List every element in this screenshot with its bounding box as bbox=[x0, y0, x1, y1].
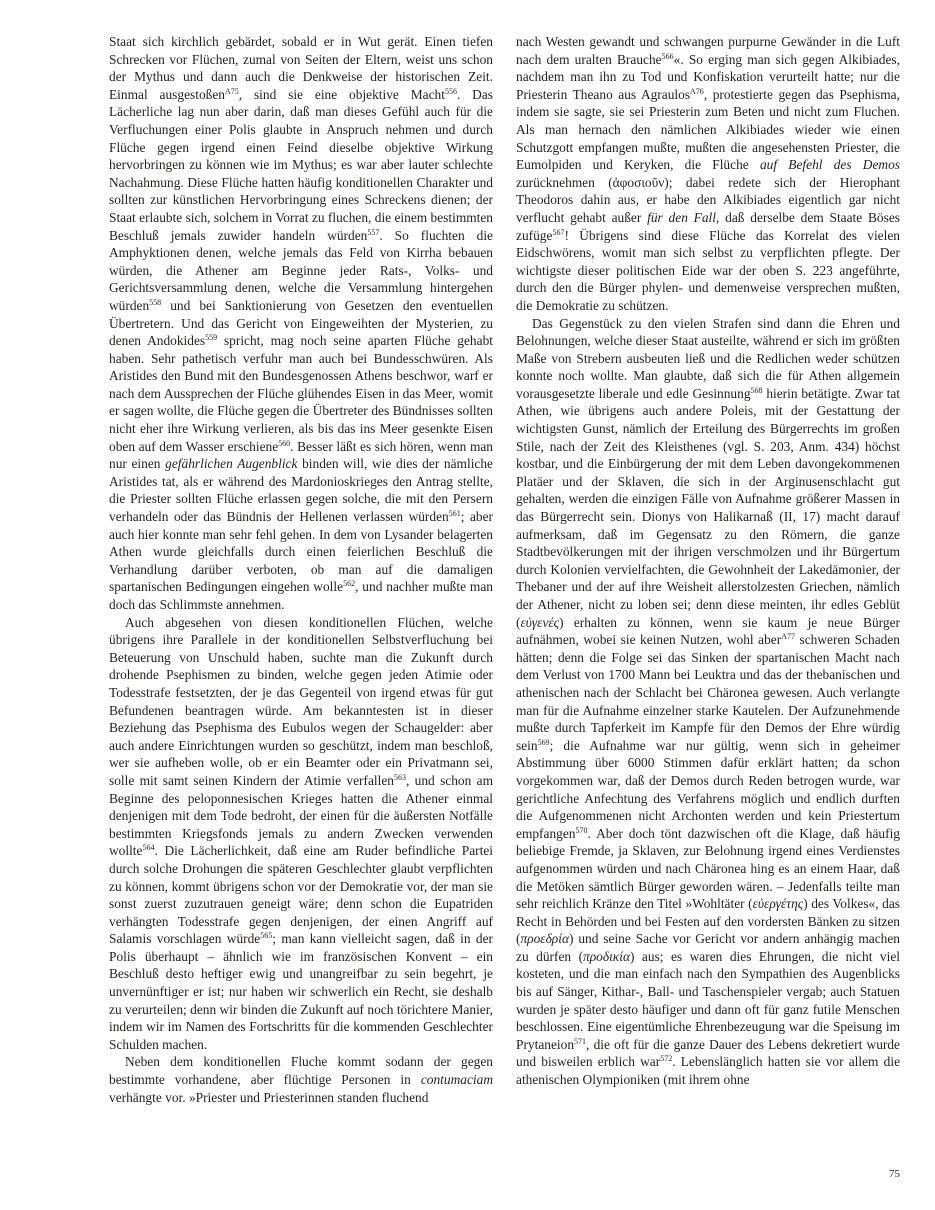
text-run: . Die Lächerlichkeit, daß eine am Ruder befindliche Partei durch solche Drohungen die späteren Geschlechter glaubt verpflichten zu können, kommt übrigens schon vor der Demokratie vor, der man sie sonst zuerst zuzutrauen geneigt wäre; denn schon die Eupatriden verhängten Todesstrafe gegen denjenigen, der einen Angriff auf Salamis vorschlagen würde bbox=[109, 843, 493, 947]
footnote-ref: 568 bbox=[750, 385, 763, 395]
text-run: Neben dem konditionellen Fluche kommt sodann der gegen bestimmte vorhandene, aber flüchtige Personen in bbox=[109, 1054, 493, 1088]
text-run: hierin betätigte. Zwar tat Athen, wie übrigens auch andere Poleis, mit der Gestattung der wichtigsten Gunst, nämlich der Erteilung des Bürgerrechts im großen Stile, nach der Zeit des Kleisthenes (vgl. S. 203, Anm. 434) höchst kostbar, und die Einbürgerung der mit dem Leben davongekommenen Platäer und der Sklaven, die sich in der Arginusenschlacht gut gehalten, werden die einzigen Fälle von Aufnahme größerer Massen in das Bürgerrecht sein. Dionys von Halikarnaß (II, 17) macht darauf aufmerksam, daß im Gegensatz zu den Römern, die ganze Stadtbevölkerungen mit der ihrigen verschmolzen und ihr Bürgertum durch Kolonien vervielfachten, die Gewohnheit der Lakedämonier, der Thebaner und der auf ihre Weisheit allerstolzesten Griechen, nämlich der Athener, nicht zu loben sei; denn diese meinten, ihr edles Geblüt ( bbox=[516, 385, 900, 630]
footnote-ref: 569 bbox=[537, 737, 550, 747]
footnote-ref: 571 bbox=[574, 1036, 587, 1046]
footnote-ref: 559 bbox=[205, 333, 218, 343]
text-run: , die oft für die ganze Dauer des Lebens dekretiert wurde und bisweilen erblich war bbox=[516, 1036, 900, 1070]
italic-text: προεδρία bbox=[520, 931, 569, 947]
text-run: Staat sich kirchlich gebärdet, sobald er in Wut gerät. Einen tiefen Schrecken vor Flüchen, zumal von Seiten der Eltern, weist uns schon der Mythus und dann auch die Denkweise der historischen Zeit. Einmal ausgestoßen bbox=[109, 34, 493, 102]
text-run: ) des Volkes«, das Recht in Behörden und bei Festen auf den vordersten Bänken zu sitzen ( bbox=[516, 896, 900, 947]
text-run: . Das Lächerliche lag nun aber darin, daß man dieses Gefühl auch für die Verfluchungen einer Polis glaubte in Anspruch nehmen und durch Flüche gegen irgend einen Feind dieselbe objektive Wirkung hervorbringen zu können wie im Mythus; es war aber lauter schlechte Nachahmung. Diese Flüche hatten häufig konditionellen Charakter und sollten zur künstlichen Hervorbringung eines Schreckens dienen; der Staat erlaubte sich, solchem in Vorrat zu fluchen, die einem bestimmten Beschluß jemals zuwider handeln würden bbox=[109, 86, 494, 243]
italic-text: gefährlichen Augenblick bbox=[165, 456, 298, 472]
text-run: zurücknehmen (ἀφοσιοῦν); dabei redete sich der Hierophant Theodoros dahin aus, er habe den Alkibiades eigentlich gar nicht verflucht gehabt außer bbox=[516, 174, 900, 225]
paragraph bbox=[109, 1053, 493, 1106]
text-run: ; aber auch hier konnte man sehr fehl gehen. In dem von Lysander belagerten Athen wurde gleichfalls durch einen feierlichen Beschluß die Verhandlung darüber verboten, ob man auf die damaligen spartanischen Bedingungen eingehen wolle bbox=[109, 509, 494, 595]
text-run: verhängte vor. »Priester und Priesterinnen standen fluchend bbox=[109, 1089, 429, 1105]
right-column bbox=[516, 33, 900, 1089]
footnote-ref: A77 bbox=[781, 632, 795, 642]
page-number: 75 bbox=[889, 1168, 900, 1180]
paragraph bbox=[516, 33, 900, 315]
text-run: , und schon am Beginne des peloponnesischen Krieges hatten die Athener einmal denjenigen mit dem Tode bedroht, der einen für die äußersten Notfälle bestimmten Kriegsfonds jemals zu andern Zwecken verwenden wollte bbox=[109, 772, 493, 859]
footnote-ref: 564 bbox=[142, 843, 155, 853]
text-run: Das Gegenstück zu den vielen Strafen sind dann die Ehren und Belohnungen, welche dieser Staat austeilte, während er sich im größten Maße von Strebern ausbeuten ließ und die Redlichen weder schützen konnte noch wollte. Man glaubte, daß sich die für Athen allgemein vorausgesetzte liberale und edle Gesinnung bbox=[516, 315, 900, 401]
text-run: ; die Aufnahme war nur gültig, wenn sich in geheimer Abstimmung über 6000 Stimmen dafür erklärt hatten; da schon vorgekommen war, daß der Demos durch Reden betrogen wurde, war gerichtliche Anfechtung des Verfahrens möglich und endlich durften die Aufgenommenen nicht Archonten werden und kein Priestertum empfangen bbox=[516, 737, 900, 841]
footnote-ref: 565 bbox=[260, 931, 273, 941]
text-run: daß derselbe dem Staate Böses zufüge bbox=[516, 209, 900, 243]
paragraph bbox=[516, 315, 900, 1089]
text-run: , sind sie eine objektive Macht bbox=[238, 86, 445, 102]
footnote-ref: 558 bbox=[149, 297, 162, 307]
text-run: . Aber doch tönt dazwischen oft die Klage, daß häufig beliebige Fremde, ja Sklaven, zur Belohnung irgend eines Verdienstes aufgenommen würden und nach Chäronea hing es an einem Haar, daß die Metöken sämtlich Bürger geworden wären. – Jedenfalls teilte man sehr reichlich Kränze den Titel »Wohltäter ( bbox=[516, 825, 900, 912]
text-run: ; man kann vielleicht sagen, daß in der Polis überhaupt – ähnlich wie im französischen Konvent – ein Beschluß desto heftiger ewig und unangreifbar zu sein begehrt, je unvernünftiger er ist; nur haben wir schwerlich ein Recht, sie deshalb zu verurteilen; denn wir binden die Zukunft auf noch törichtere Manier, indem wir im Namen des Fortschritts für die kommenden Geschlechter Schulden machen. bbox=[109, 931, 493, 1052]
italic-text: εὐγενές bbox=[520, 614, 560, 630]
text-run: ) aus; es waren dies Ehrungen, die nicht viel kosteten, und die man einfach nach den Sympathien des Augenblicks bis auf Sänger, Kithar-, Ball- und Taschenspieler vergab; auch Statuen wurden je später desto häufiger und dann oft für ganz futile Menschen beschlossen. Eine eigentümliche Ehrenbezeugung war die Speisung im Prytaneion bbox=[516, 948, 900, 1052]
footnote-ref: 566 bbox=[661, 51, 674, 61]
text-run: ) und seine Sache vor Gericht vor andern anhängig machen zu dürfen ( bbox=[516, 931, 900, 964]
italic-text: auf Befehl des Demos bbox=[759, 157, 900, 173]
footnote-ref: 557 bbox=[367, 227, 380, 237]
text-run: ) erhalten zu können, wenn sie kaum je neue Bürger aufnähmen, wobei sie keinen Nutzen, wohl aber bbox=[516, 614, 900, 648]
footnote-ref: 567 bbox=[552, 227, 565, 237]
text-run: «. So erging man sich gegen Alkibiades, nachdem man ihn zu Tod und Konfiskation verurteilt hatte; nur die Priesterin Theano aus Agraulos bbox=[516, 51, 900, 102]
text-run: schweren Schaden hätten; denn die Folge sei das Sinken der spartanischen Macht nach dem Verlust von 1700 Mann bei Leuktra und das der thebanischen und athenischen nach der Schlacht bei Chäronea gewesen. Auch verlangte man für die Aufnahme einzelner starke Kautelen. Der Aufzunehmende mußte durch Tapferkeit im Kampfe für den Demos der Ehre würdig sein bbox=[516, 632, 900, 753]
footnote-ref: 560 bbox=[278, 438, 291, 448]
paragraph bbox=[109, 33, 493, 614]
footnote-ref: 572 bbox=[660, 1054, 673, 1064]
footnote-ref: 570 bbox=[575, 825, 588, 835]
text-run: . So fluchten die Amphyktionen denen, welche jemals das Feld von Kirrha bebauen würden, die Athener am Beginne jeder Rats-, Volks- und Gerichtsversammlung denen, welche die Versammlung hintergehen würden bbox=[109, 227, 493, 313]
footnote-ref: A76 bbox=[690, 86, 704, 96]
paragraph bbox=[109, 614, 493, 1054]
footnote-ref: 556 bbox=[444, 86, 457, 96]
text-run: . Besser läßt es sich hören, wenn man nur einen bbox=[109, 438, 493, 472]
footnote-ref: 561 bbox=[448, 509, 461, 519]
italic-text: contumaciam bbox=[420, 1072, 493, 1088]
text-run: nach Westen gewandt und schwangen purpurne Gewänder in die Luft nach dem uralten Brauche bbox=[516, 34, 900, 67]
left-column bbox=[109, 33, 493, 1106]
footnote-ref: 563 bbox=[393, 772, 406, 782]
text-run: spricht, mag noch seine aparten Flüche gehabt haben. Sehr pathetisch verfuhr man auch bei Bundesschwüren. Als Aristides den Bund mit den Bundesgenossen Athens beschwor, warf er nach dem Aussprechen der Flüche glühendes Eisen in das Meer, womit er sagen wollte, die Flüche gegen die Übertreter des Bündnisses sollten nicht eher ihre Wirkung verlieren, als bis das ins Meer gesenkte Eisen oben auf dem Wasser erschiene bbox=[109, 333, 493, 454]
text-run: , und nachher mußte man doch das Schlimmste annehmen. bbox=[109, 579, 493, 612]
text-run: Auch abgesehen von diesen konditionellen Flüchen, welche übrigens ihre Parallele in der konditionellen Selbstverfluchung bei Beteuerung von Unschuld haben, suchte man die Zukunft durch drohende Psephismen zu binden, welche gegen jeden Atimie oder Todesstrafe festsetzten, der je das Gegenteil von irgend etwas für gut Befundenen beantragen würde. Am bekanntesten ist in dieser Beziehung das Psephisma des Eubulos wegen der Schaugelder: aber auch andere Einrichtungen wurden so geschützt, indem man beschloß, wer sie aufheben wolle, ob er ein Beamter oder ein Privatmann sei, solle mit samt seinen Kindern der Atimie verfallen bbox=[109, 614, 493, 788]
italic-text: für den Fall, bbox=[647, 209, 720, 225]
text-run: . Lebenslänglich hatten sie vor allem die athenischen Olympioniken (mit ihrem ohne bbox=[516, 1054, 901, 1088]
italic-text: εὐεργέτης bbox=[752, 896, 804, 912]
text-run: ! Übrigens sind diese Flüche das Korrelat des vielen Eidschwörens, womit man sich selbst zu verpflichten pflegte. Der wichtigste dieser politischen Eide war der oben S. 223 angeführte, durch den die Bürger phylen- und demenweise versprechen mußten, die Demokratie zu schützen. bbox=[516, 227, 900, 313]
footnote-ref: 562 bbox=[343, 579, 356, 589]
text-run: binden will, wie dies der nämliche Aristides tat, als er während des Mardonioskrieges den Antrag stellte, die Priester sollten Flüche erlassen gegen solche, die mit den Persern verhandeln oder das Bündnis der Hellenen verlassen würden bbox=[109, 456, 493, 525]
text-run: und bei Sanktionierung von Gesetzen den eventuellen Übertretern. Und das Gericht von Eingeweihten der Mysterien, zu denen Andokides bbox=[109, 297, 493, 349]
footnote-ref: A75 bbox=[224, 86, 239, 96]
text-run: , protestierte gegen das Psephisma, indem sie sagte, sie sei Priesterin zum Beten und nicht zum Fluchen. Als man hernach den nämlichen Alkibiades wieder wie einen Schutzgott empfangen mußte, mußten die angesehensten Priester, die Eumolpiden und Keryken, die Flüche bbox=[516, 86, 900, 173]
italic-text: προδικία bbox=[583, 948, 630, 964]
